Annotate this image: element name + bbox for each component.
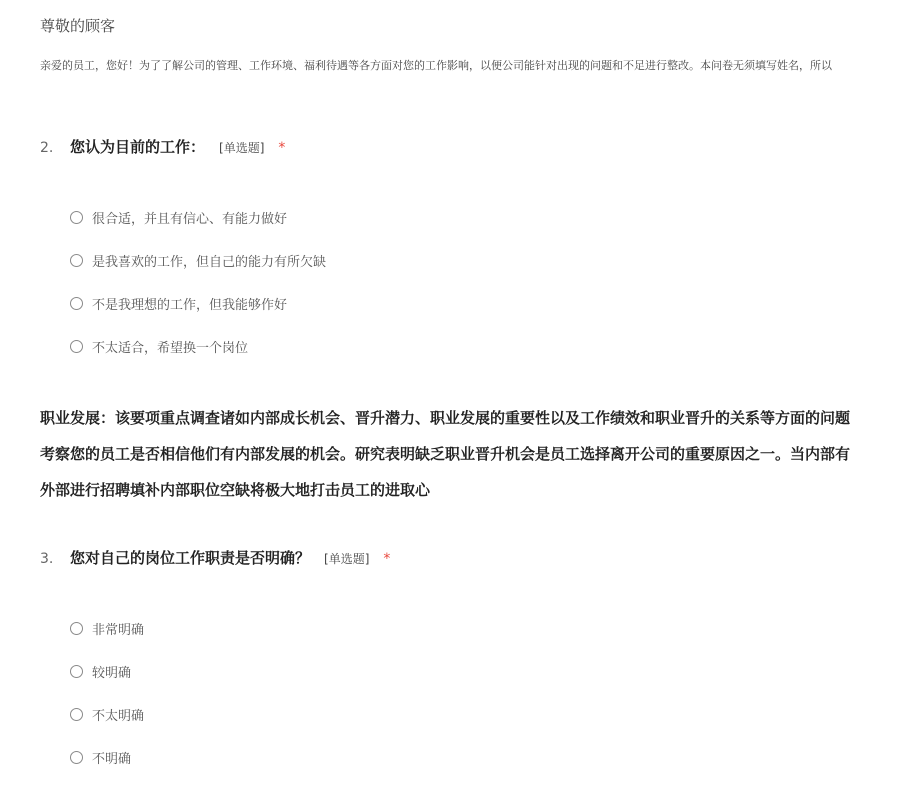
question-number: 3.	[40, 551, 54, 567]
option-label: 很合适，并且有信心、有能力做好	[92, 212, 288, 227]
option-label: 不太明确	[92, 709, 145, 724]
radio-button-icon[interactable]	[70, 665, 83, 678]
question-type-tag: [单选题]	[324, 552, 370, 566]
radio-button-icon[interactable]	[70, 622, 83, 635]
intro-text: 亲爱的员工，您好！为了了解公司的管理、工作环境、福利待遇等各方面对您的工作影响，以便公司能针对出现的问题和不足进行整改。本问卷无须填写姓名，所以	[40, 59, 832, 72]
radio-button-icon[interactable]	[70, 340, 83, 353]
question-3-option-2[interactable]	[70, 662, 131, 681]
radio-button-icon[interactable]	[70, 297, 83, 310]
option-label: 不太适合，希望换一个岗位	[92, 341, 249, 356]
option-label: 是我喜欢的工作，但自己的能力有所欠缺	[92, 255, 327, 270]
question-type-tag: [单选题]	[219, 141, 265, 155]
section-line: 职业发展：该要项重点调查诸如内部成长机会、晋升潜力、职业发展的重要性以及工作绩效和职业晋升的关系等方面的问题	[40, 409, 851, 427]
question-2-header	[40, 136, 285, 157]
question-2-option-4[interactable]	[70, 337, 248, 356]
question-3-option-3[interactable]	[70, 705, 144, 724]
option-label: 非常明确	[92, 623, 145, 638]
greeting-text: 尊敬的顾客	[40, 17, 116, 35]
question-3-header	[40, 547, 390, 568]
radio-button-icon[interactable]	[70, 708, 83, 721]
required-marker: *	[278, 140, 286, 156]
question-2-option-1[interactable]	[70, 208, 287, 227]
section-description	[40, 400, 900, 508]
section-line: 外部进行招聘填补内部职位空缺将极大地打击员工的进取心	[40, 481, 431, 499]
question-title: 您认为目前的工作：	[70, 138, 206, 156]
radio-button-icon[interactable]	[70, 751, 83, 764]
section-line: 考察您的员工是否相信他们有内部发展的机会。研究表明缺乏职业晋升机会是员工选择离开公司的重要原因之一。当内部有	[40, 445, 851, 463]
required-marker: *	[383, 551, 391, 567]
radio-button-icon[interactable]	[70, 211, 83, 224]
question-number: 2.	[40, 140, 54, 156]
option-label: 较明确	[92, 666, 132, 681]
question-3-option-4[interactable]	[70, 748, 131, 767]
question-title: 您对自己的岗位工作职责是否明确？	[70, 549, 311, 567]
question-2-option-3[interactable]	[70, 294, 287, 313]
option-label: 不是我理想的工作，但我能够作好	[92, 298, 288, 313]
radio-button-icon[interactable]	[70, 254, 83, 267]
question-2-option-2[interactable]	[70, 251, 326, 270]
option-label: 不明确	[92, 752, 132, 767]
question-3-option-1[interactable]	[70, 619, 144, 638]
